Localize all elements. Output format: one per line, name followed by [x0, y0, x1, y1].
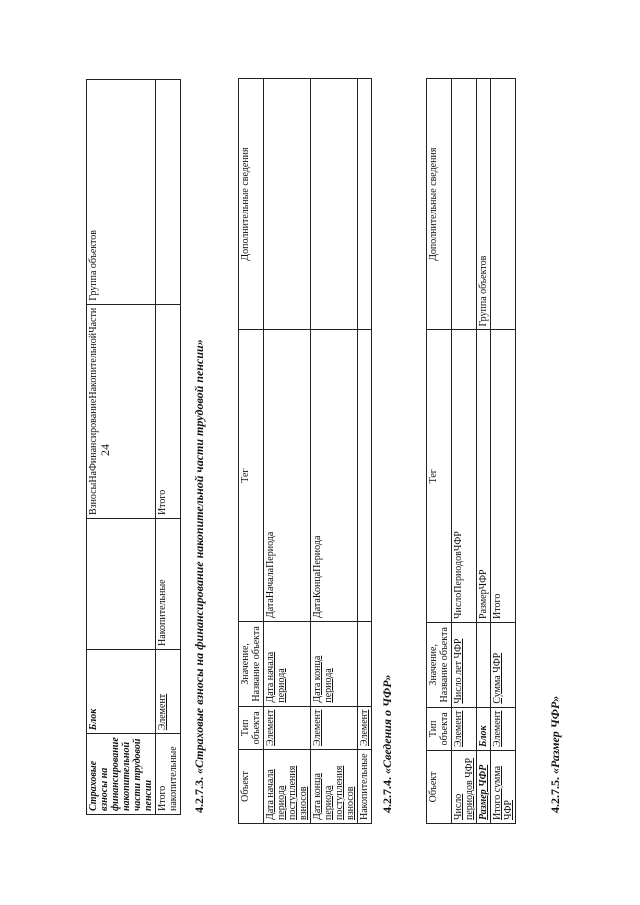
section-title: «Страховые взносы на финансирование накопительной части трудовой пенсии»	[192, 339, 206, 774]
table-cell: Элемент	[311, 706, 358, 749]
table-contributions-periods	[238, 78, 372, 824]
column-header: Дополнительные сведения	[239, 79, 264, 330]
table-cell: Элемент	[358, 706, 372, 749]
table-cell: Дата конца периода поступления взносов	[311, 750, 358, 824]
table-cell	[156, 80, 181, 305]
table-header-row	[427, 79, 452, 824]
table-cell	[264, 79, 311, 330]
table-cell: Итого накопительные	[156, 734, 181, 815]
table-cell: ДатаНачалаПериода	[264, 330, 311, 622]
table-row	[311, 79, 358, 824]
table-cell: Число лет ЧФР	[452, 622, 477, 707]
table-cell: Накопительные	[156, 519, 181, 650]
column-header: Тег	[427, 330, 452, 622]
table-cell: Накопительные	[358, 750, 372, 824]
table-cell: Дата начала периода	[264, 622, 311, 707]
table-cell: Блок	[87, 649, 156, 733]
table-cell: Итого сумма ЧФР	[491, 751, 516, 824]
table-chfr-info	[426, 78, 516, 824]
table-cell: Число периодов ЧФР	[452, 751, 477, 824]
table-cell: Сумма ЧФР	[491, 622, 516, 707]
column-header: Значение, Название объекта	[239, 622, 264, 707]
table-cell: ДатаКонцаПериода	[311, 330, 358, 622]
table-cell: Страховые взносы на финансирование накопительной части трудовой пенсии	[87, 734, 156, 815]
section-number: 4.2.7.5.	[548, 777, 562, 813]
section-heading	[548, 696, 563, 813]
column-header: Тип объекта	[427, 707, 452, 750]
table-cell: Группа объектов	[87, 80, 156, 305]
section-title: «Размер ЧФР»	[548, 695, 562, 774]
section-number: 4.2.7.3.	[192, 777, 206, 813]
table-header-row	[239, 79, 264, 824]
table-cell: РазмерЧФР	[477, 330, 491, 622]
table-cell: ЧислоПериодовЧФР	[452, 330, 477, 622]
table-cell	[87, 519, 156, 650]
table-cell: Элемент	[264, 706, 311, 749]
section-heading	[380, 674, 395, 813]
page-number: 24	[98, 444, 112, 456]
column-header: Тип объекта	[239, 706, 264, 749]
column-header: Дополнительные сведения	[427, 79, 452, 331]
table-row	[156, 80, 181, 815]
table-cell: Элемент	[156, 649, 181, 733]
column-header: Значение, Название объекта	[427, 622, 452, 707]
table-cell: Блок	[477, 707, 491, 750]
table-cell: ВзносыНаФинансированиеНакопительнойЧасти	[87, 304, 156, 518]
table-cell: Итого	[491, 330, 516, 622]
table-cell: Элемент	[452, 707, 477, 750]
table-cell: Итого	[156, 304, 181, 518]
table-cell	[452, 79, 477, 331]
section-heading	[192, 339, 207, 813]
table-cell	[477, 622, 491, 707]
table-row	[491, 79, 516, 824]
table-cell: Элемент	[491, 707, 516, 750]
table-row	[87, 80, 156, 815]
table-contributions-continued	[86, 79, 181, 815]
section-title: «Сведения о ЧФР»	[380, 674, 394, 774]
column-header: Объект	[239, 750, 264, 824]
table-cell	[358, 622, 372, 707]
table-cell	[491, 79, 516, 331]
column-header: Объект	[427, 751, 452, 824]
table-row	[264, 79, 311, 824]
table-cell	[311, 79, 358, 330]
table-cell: Дата начала периода поступления взносов	[264, 750, 311, 824]
table-row	[477, 79, 491, 824]
column-header: Тег	[239, 330, 264, 622]
table-cell: Размер ЧФР	[477, 751, 491, 824]
table-row	[358, 79, 372, 824]
section-number: 4.2.7.4.	[380, 777, 394, 813]
table-cell: Дата конца периода	[311, 622, 358, 707]
table-cell	[358, 330, 372, 622]
table-cell	[358, 79, 372, 330]
table-cell: Группа объектов	[477, 79, 491, 331]
table-row	[452, 79, 477, 824]
